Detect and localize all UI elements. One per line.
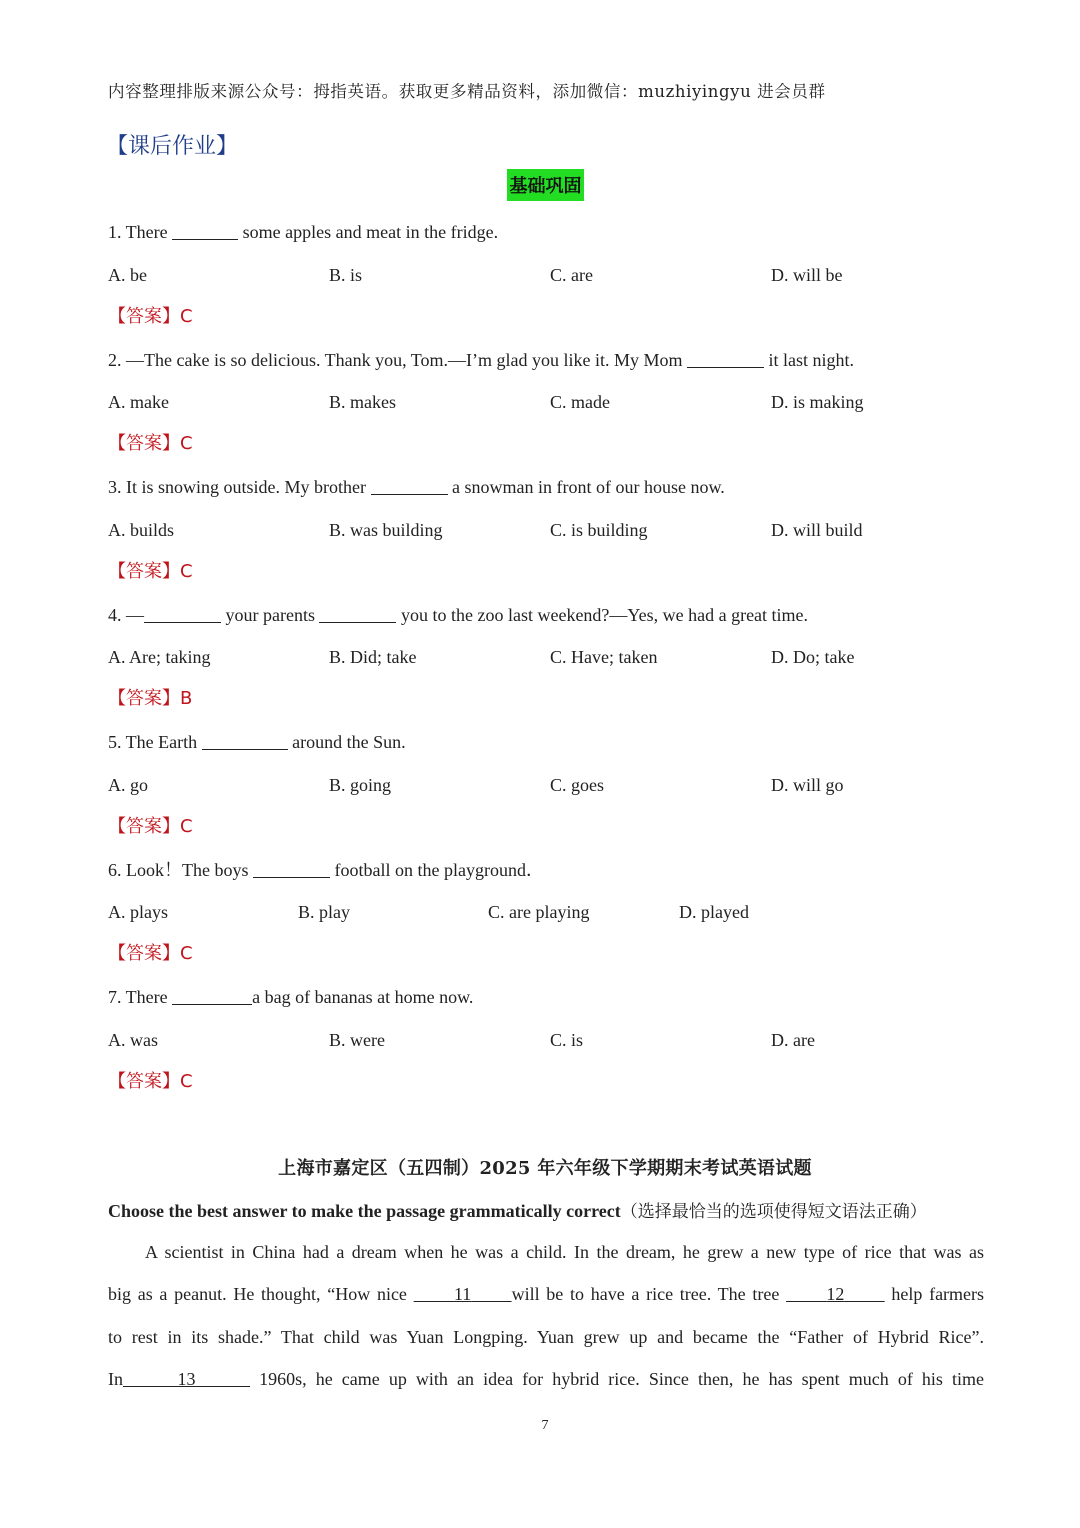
option-d[interactable]: D. played [679,902,749,922]
answer-key: 【答案】C [108,306,193,327]
option-d[interactable]: D. will be [771,265,843,285]
question-text: a snowman in front of our house now. [447,477,725,497]
answer-key: 【答案】C [108,561,193,582]
option-b[interactable]: B. Did; take [329,647,417,667]
answer-blank [202,731,288,750]
option-a[interactable]: A. go [108,775,148,795]
answer-blank [319,604,396,623]
answer-blank [144,604,221,623]
option-d[interactable]: D. are [771,1030,815,1050]
answer-blank [371,476,448,495]
option-c[interactable]: C. is [550,1030,584,1050]
passage-text: will be to have a rice tree. The tree [511,1284,787,1304]
option-c[interactable]: C. made [550,392,610,412]
question-1 [108,220,498,244]
header-note: 内容整理排版来源公众号：拇指英语。获取更多精品资料，添加微信：muzhiyingyu 进会员群 [108,82,826,101]
passage-text: In [108,1369,123,1389]
passage-line-3: to rest in its shade.” That child was Yuan Longping. Yuan grew up and became the “Father of Hybrid Rice”. [108,1327,984,1347]
option-c[interactable]: C. Have; taken [550,647,658,667]
option-a[interactable]: A. make [108,392,169,412]
question-text: 6. Look！The boys [108,860,253,880]
option-d[interactable]: D. is making [771,392,864,412]
instruction-cn: （选择最恰当的选项使得短文语法正确） [620,1202,927,1222]
question-text: 4. — [108,605,144,625]
option-b[interactable]: B. play [298,902,350,922]
option-d[interactable]: D. will build [771,520,863,540]
option-b[interactable]: B. makes [329,392,396,412]
question-7 [108,985,473,1009]
question-text: your parents [221,605,320,625]
page-number: 7 [541,1418,549,1433]
question-text: it last night. [764,350,855,370]
option-a[interactable]: A. plays [108,902,168,922]
instruction-en: Choose the best answer to make the passage grammatically correct [108,1201,621,1221]
question-text: you to the zoo last weekend?—Yes, we had a great time. [396,605,809,625]
option-d[interactable]: D. Do; take [771,647,855,667]
option-b[interactable]: B. were [329,1030,385,1050]
question-5 [108,730,406,754]
answer-key: 【答案】C [108,943,193,964]
question-3 [108,475,725,499]
blank-13[interactable] [123,1369,250,1389]
option-a[interactable]: A. Are; taking [108,647,211,667]
question-6 [108,858,544,882]
answer-blank [172,986,252,1005]
passage-line-1: A scientist in China had a dream when he was a child. In the dream, he grew a new type of rice that was as [145,1242,984,1262]
answer-key: 【答案】C [108,433,193,454]
blank-11[interactable] [414,1284,512,1304]
section-title: 【课后作业】 [106,134,239,159]
question-text: around the Sun. [287,732,406,752]
exam-title: 上海市嘉定区（五四制）2025 年六年级下学期期末考试英语试题 [278,1158,812,1179]
question-2 [108,348,854,372]
section-badge: 基础巩固 [507,169,584,201]
option-a[interactable]: A. builds [108,520,175,540]
question-text: 2. —The cake is so delicious. Thank you, Tom.—I’m glad you like it. My Mom [108,350,688,370]
blank-number: 11 [453,1284,472,1304]
option-d[interactable]: D. will go [771,775,844,795]
answer-blank [253,859,330,878]
passage-text: big as a peanut. He thought, “How nice [108,1284,414,1304]
question-text: 3. It is snowing outside. My brother [108,477,371,497]
option-a[interactable]: A. was [108,1030,158,1050]
answer-blank [687,349,764,368]
option-b[interactable]: B. is [329,265,363,285]
answer-blank [172,221,238,240]
question-text: 7. There [108,987,173,1007]
answer-key: 【答案】C [108,816,193,837]
option-a[interactable]: A. be [108,265,147,285]
option-b[interactable]: B. was building [329,520,443,540]
option-b[interactable]: B. going [329,775,392,795]
answer-key: 【答案】B [108,688,193,709]
passage-text: 1960s, he came up with an idea for hybrid rice. Since then, he has spent much of his time [250,1369,984,1389]
option-c[interactable]: C. is building [550,520,648,540]
blank-12[interactable] [786,1284,885,1304]
blank-number: 12 [826,1284,845,1304]
option-c[interactable]: C. are playing [488,902,590,922]
option-c[interactable]: C. are [550,265,593,285]
passage-line-4 [108,1367,984,1391]
question-text: 5. The Earth [108,732,202,752]
question-text: football on the playground． [329,860,544,880]
answer-key: 【答案】C [108,1071,193,1092]
question-text: 1. There [108,222,173,242]
blank-number: 13 [177,1369,196,1389]
instruction [108,1197,927,1222]
passage-line-2 [108,1282,984,1306]
question-text: a bag of bananas at home now. [252,987,474,1007]
question-text: some apples and meat in the fridge. [238,222,499,242]
passage-text: help farmers [884,1284,985,1304]
question-4 [108,603,808,627]
option-c[interactable]: C. goes [550,775,604,795]
